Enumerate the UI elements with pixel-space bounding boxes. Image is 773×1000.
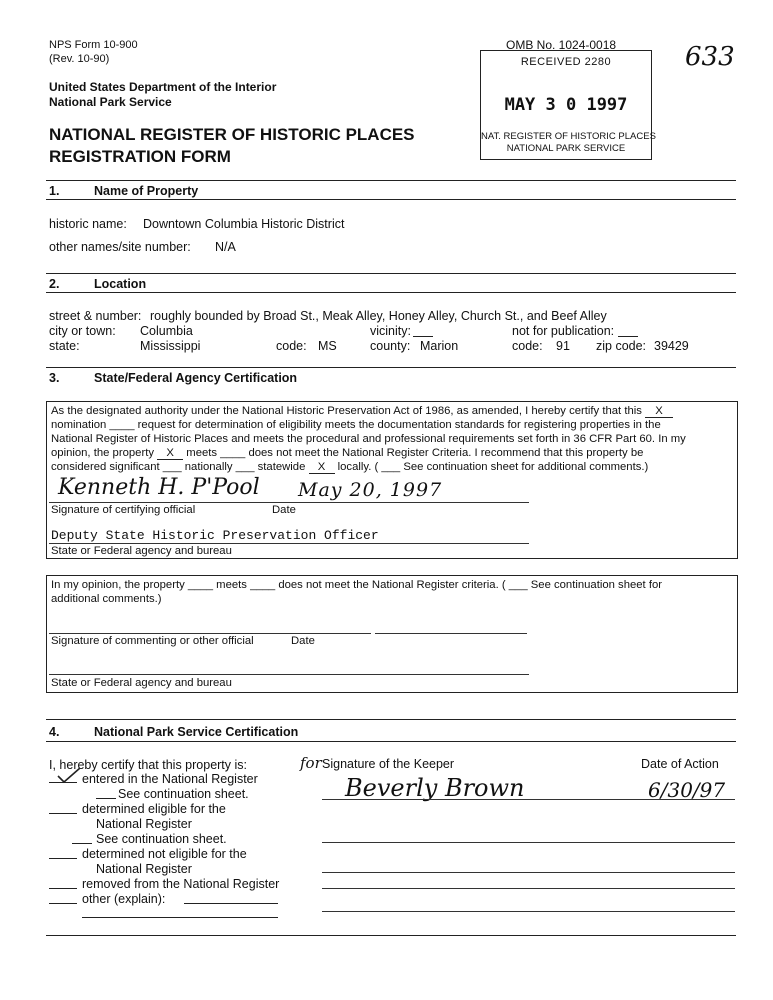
handwritten-number: 633 (685, 42, 735, 72)
county-value: Marion (420, 339, 459, 353)
section2-top-rule (46, 273, 736, 274)
cert-line5-end: locally. ( ___ See continuation sheet for additional comments.) (337, 461, 649, 473)
cert-line5 (51, 461, 648, 474)
opinion-line2: additional comments.) (51, 593, 162, 605)
section1-title: Name of Property (94, 184, 199, 198)
item1-sub-blank (96, 798, 116, 799)
action-date-value: 6/30/97 (648, 778, 726, 802)
form-revision: (Rev. 10-90) (49, 53, 110, 65)
item1-label: entered in the National Register (82, 772, 258, 786)
certifying-signature-date: May 20, 1997 (298, 479, 443, 501)
agency-name: National Park Service (49, 95, 172, 109)
comment-date-line (375, 633, 527, 634)
section4-top-rule (46, 719, 736, 720)
section1-top-rule (46, 180, 736, 181)
form-title-line2: REGISTRATION FORM (49, 147, 231, 166)
keeper-line4 (322, 888, 735, 889)
item2-label: determined eligible for the (82, 802, 226, 816)
agency-label: State or Federal agency and bureau (51, 545, 232, 557)
action-date-label: Date of Action (641, 757, 719, 771)
section2-title: Location (94, 277, 147, 291)
street-label: street & number: (49, 309, 142, 323)
keeper-for-prefix: for (300, 754, 322, 772)
certifying-signature: Kenneth H. P'Pool (58, 475, 260, 500)
cert-mark-meets: X (157, 447, 183, 460)
form-title-line1: NATIONAL REGISTER OF HISTORIC PLACES (49, 125, 415, 144)
agency-line (49, 543, 529, 544)
section1-bottom-rule (46, 199, 736, 200)
state-label: state: (49, 339, 80, 353)
keeper-line1 (322, 799, 735, 800)
comment-signature-line (49, 633, 371, 634)
vicinity-label: vicinity: (370, 324, 411, 338)
zip-value: 39429 (654, 339, 689, 353)
city-label: city or town: (49, 324, 116, 338)
form-number: NPS Form 10-900 (49, 39, 138, 51)
cert-line2: nomination ____ request for determination of eligibility meets the documentation standards for registering properties in the (51, 419, 661, 431)
cert-line1 (51, 405, 673, 418)
keeper-line3 (322, 872, 735, 873)
street-value: roughly bounded by Broad St., Meak Alley, Honey Alley, Church St., and Beef Alley (150, 309, 607, 323)
item5-explain-line (184, 903, 278, 904)
stamp-line2: NATIONAL PARK SERVICE (506, 143, 626, 154)
section4-title: National Park Service Certification (94, 725, 299, 739)
state-code-value: MS (318, 339, 337, 353)
county-code-value: 91 (556, 339, 570, 353)
section4-number: 4. (49, 725, 60, 739)
item2-sub-blank (72, 843, 92, 844)
item4-blank (49, 888, 77, 889)
cert-mark-nomination: X (645, 405, 673, 418)
item5-label: other (explain): (82, 892, 166, 906)
cert-line1-text: As the designated authority under the National Historic Preservation Act of 1986, as amended, I hereby certify that this (51, 405, 642, 417)
stamp-line1: NAT. REGISTER OF HISTORIC PLACES (481, 131, 656, 142)
cert-mark-locally: X (309, 461, 335, 474)
comment-date-label: Date (291, 635, 315, 647)
item3-label: determined not eligible for the (82, 847, 247, 861)
item2-label-cont: National Register (96, 817, 192, 831)
item5-explain-line2 (82, 917, 278, 918)
county-label: county: (370, 339, 411, 353)
signature-label: Signature of certifying official (51, 504, 196, 516)
keeper-line5 (322, 911, 735, 912)
section2-number: 2. (49, 277, 60, 291)
keeper-signature: Beverly Brown (345, 774, 525, 802)
cert-line4 (51, 447, 643, 460)
section2-bottom-rule (46, 292, 736, 293)
section1-number: 1. (49, 184, 60, 198)
checkmark-icon (56, 766, 82, 784)
comment-agency-line (49, 674, 529, 675)
city-value: Columbia (140, 324, 193, 338)
form-bottom-rule (46, 935, 736, 936)
item5-blank (49, 903, 77, 904)
cert-line5-start: considered significant ___ nationally ___ statewide (51, 461, 306, 473)
comment-agency-label: State or Federal agency and bureau (51, 677, 232, 689)
cert-line4-start: opinion, the property (51, 447, 154, 459)
cert-line3: National Register of Historic Places and meets the procedural and professional requirements set forth in 36 CFR Part 60. In my (51, 433, 686, 445)
item2-blank (49, 813, 77, 814)
section4-bottom-rule (46, 741, 736, 742)
omb-number: OMB No. 1024-0018 (506, 38, 617, 52)
item2-sub-label: See continuation sheet. (96, 832, 227, 846)
section3-top-rule (46, 367, 736, 368)
keeper-line2 (322, 842, 735, 843)
county-code-label: code: (512, 339, 543, 353)
section3-number: 3. (49, 371, 60, 385)
other-names-value: N/A (215, 240, 236, 254)
historic-name-label: historic name: (49, 217, 127, 231)
stamp-received: RECEIVED 2280 (520, 56, 612, 68)
other-names-label: other names/site number: (49, 240, 191, 254)
item4-label: removed from the National Register (82, 877, 280, 891)
keeper-intro: I, hereby certify that this property is: (49, 758, 247, 772)
zip-label: zip code: (596, 339, 647, 353)
signature-line (49, 502, 529, 503)
state-code-label: code: (276, 339, 307, 353)
state-value: Mississippi (140, 339, 201, 353)
publication-blank (618, 336, 638, 337)
item1-sub-label: See continuation sheet. (118, 787, 249, 801)
received-stamp (480, 50, 656, 160)
item3-label-cont: National Register (96, 862, 192, 876)
historic-name-value: Downtown Columbia Historic District (143, 217, 345, 231)
stamp-date: MAY 3 0 1997 (504, 95, 628, 115)
comment-signature-label: Signature of commenting or other official (51, 635, 254, 647)
vicinity-blank (413, 336, 433, 337)
section3-title: State/Federal Agency Certification (94, 371, 298, 385)
item3-blank (49, 858, 77, 859)
agency-value: Deputy State Historic Preservation Officer (51, 528, 379, 543)
keeper-label: Signature of the Keeper (322, 757, 455, 771)
signature-date-label: Date (272, 504, 296, 516)
opinion-line1: In my opinion, the property ____ meets ____ does not meet the National Register criteria. ( ___ See continuation sheet for (51, 579, 663, 591)
publication-label: not for publication: (512, 324, 615, 338)
department-name: United States Department of the Interior (49, 80, 277, 94)
cert-line4-end: meets ____ does not meet the National Register Criteria. I recommend that this property be (186, 447, 644, 459)
